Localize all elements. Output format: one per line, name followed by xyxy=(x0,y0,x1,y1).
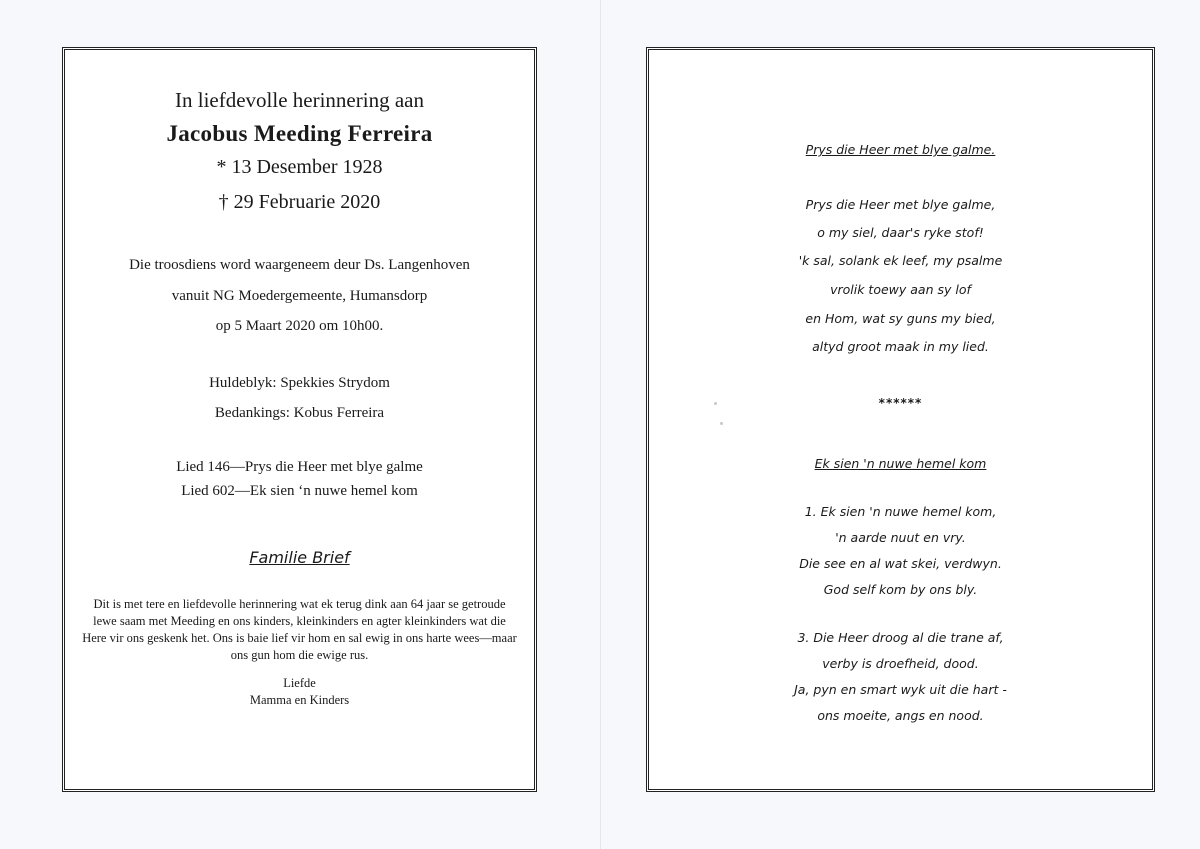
signature-line-1: Liefde xyxy=(283,676,316,690)
hymn2-verse1-line: Die see en al wat skei, verdwyn. xyxy=(799,556,1002,571)
hymn1-line: en Hom, wat sy guns my bied, xyxy=(805,311,996,326)
service-line-3: op 5 Maart 2020 om 10h00. xyxy=(215,318,384,334)
letter-line: Dit is met tere en liefdevolle herinnering wat ek terug dink aan 64 jaar se getroude xyxy=(93,597,506,611)
hymn1-line: 'k sal, solank ek leef, my psalme xyxy=(798,253,1003,268)
letter-line: lewe saam met Meeding en ons kinders, kleinkinders en agter kleinkinders wat die xyxy=(93,614,506,628)
birth-date: * 13 Desember 1928 xyxy=(216,156,383,178)
hymn1-line: altyd groot maak in my lied. xyxy=(812,339,989,354)
hymns-panel xyxy=(646,47,1155,792)
signature-line-2: Mamma en Kinders xyxy=(249,693,350,707)
hymn2-verse1-line: 1. Ek sien 'n nuwe hemel kom, xyxy=(804,504,997,519)
tribute-line: Huldeblyk: Spekkies Strydom xyxy=(209,375,390,391)
hymn2-verse3-line: 3. Die Heer droog al die trane af, xyxy=(797,630,1004,645)
hymn2-verse1-line: 'n aarde nuut en vry. xyxy=(835,530,966,545)
letter-title: Familie Brief xyxy=(249,548,350,567)
service-line-2: vanuit NG Moedergemeente, Humansdorp xyxy=(171,288,428,304)
death-date: † 29 Februarie 2020 xyxy=(218,191,381,213)
hymn2-title: Ek sien 'n nuwe hemel kom xyxy=(814,456,987,471)
paper-speck xyxy=(714,402,717,405)
hymn2-verse3-line: verby is droefheid, dood. xyxy=(822,656,979,671)
memorial-panel xyxy=(62,47,537,792)
hymn1-title: Prys die Heer met blye galme. xyxy=(805,142,996,157)
intro-line: In liefdevolle herinnering aan xyxy=(175,88,424,112)
service-line-1: Die troosdiens word waargeneem deur Ds. Langenhoven xyxy=(129,257,470,273)
deceased-name: Jacobus Meeding Ferreira xyxy=(166,121,433,146)
paper-speck xyxy=(720,422,723,425)
separator: ****** xyxy=(878,396,923,410)
hymn1-line: vrolik toewy aan sy lof xyxy=(830,282,971,297)
thanks-line: Bedankings: Kobus Ferreira xyxy=(214,405,385,421)
letter-line: Here vir ons geskenk het. Ons is baie lief vir hom en sal ewig in ons harte wees—maar xyxy=(82,631,517,645)
hymn2-verse1-line: God self kom by ons bly. xyxy=(823,582,978,597)
hymn1-line: Prys die Heer met blye galme, xyxy=(805,197,996,212)
page-fold xyxy=(600,0,601,849)
hymn1-line: o my siel, daar's ryke stof! xyxy=(817,225,984,240)
family-letter xyxy=(79,596,520,664)
letter-line: ons gun hom die ewige rus. xyxy=(230,648,369,662)
hymn2-verse3-line: ons moeite, angs en nood. xyxy=(817,708,984,723)
hymn2-verse3-line: Ja, pyn en smart wyk uit die hart - xyxy=(794,682,1007,697)
hymn-line-1: Lied 146—Prys die Heer met blye galme xyxy=(176,459,423,475)
hymn-line-2: Lied 602—Ek sien ‘n nuwe hemel kom xyxy=(181,483,418,499)
